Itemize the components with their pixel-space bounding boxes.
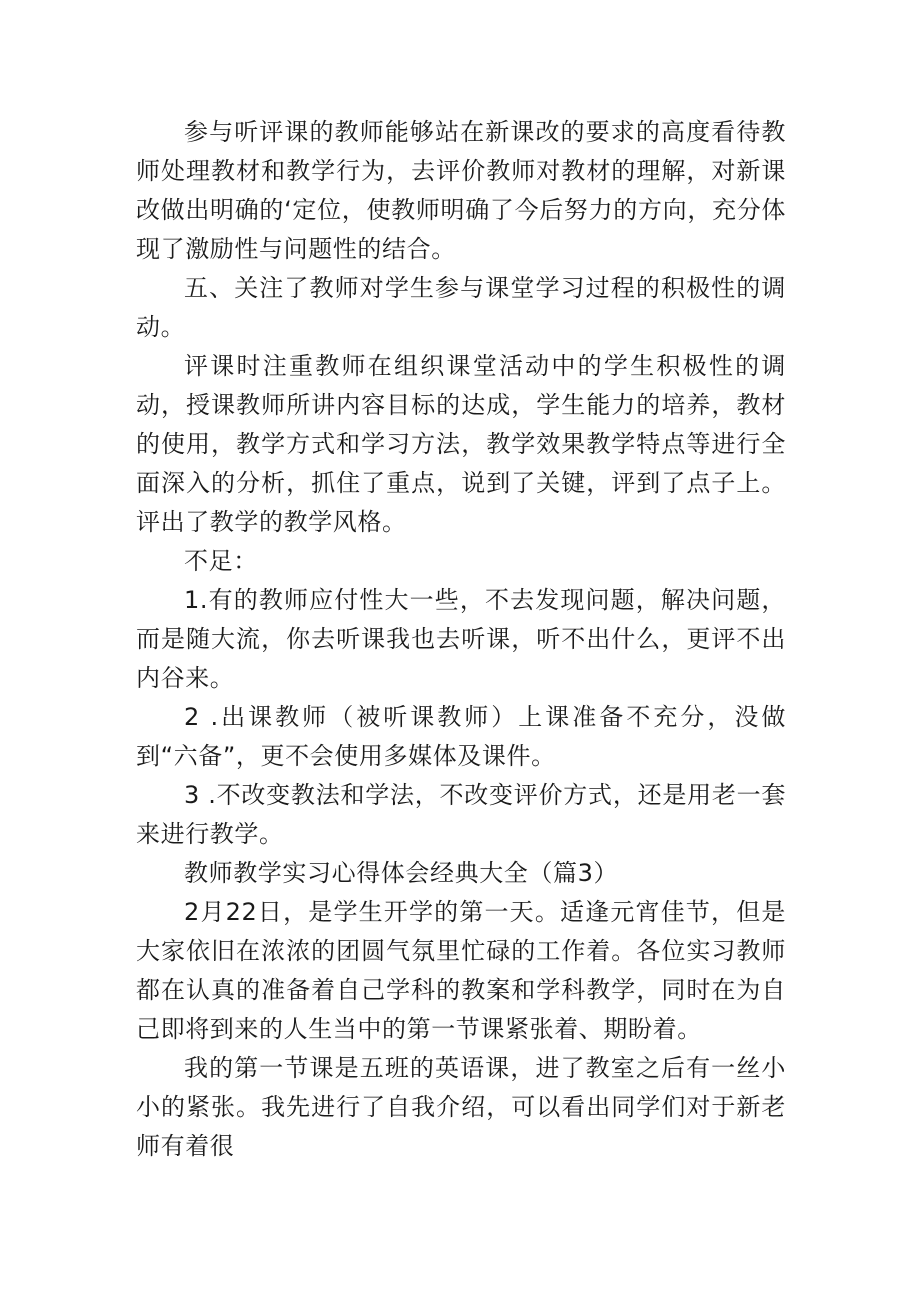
document-body (136, 113, 786, 1166)
paragraph-evaluation-positioning: 参与听评课的教师能够站在新课改的要求的高度看待教师处理教材和教学行为，去评价教师对教材的理解，对新课改做出明确的‘定位，使教师明确了今后努力的方向，充分体现了激励性与问题性的结合。 (136, 118, 786, 263)
shortcomings-heading: 不足： (184, 547, 258, 575)
shortcoming-item-2: 2 .出课教师（被听课教师）上课准备不充分，没做到“六备”，更不会使用多媒体及课件。 (136, 703, 786, 770)
article-title-part-3: 教师教学实习心得体会经典大全（篇3） (184, 859, 619, 887)
paragraph-student-engagement: 评课时注重教师在组织课堂活动中的学生积极性的调动，授课教师所讲内容目标的达成，学生能力的培养，教材的使用，教学方式和学习方法，教学效果教学特点等进行全面深入的分析，抓住了重点，说到了关键，评到了点子上。评出了教学的教学风格。 (136, 352, 786, 536)
section-heading-five: 五、关注了教师对学生参与课堂学习过程的积极性的调动。 (136, 274, 786, 341)
shortcoming-item-3: 3 .不改变教法和学法，不改变评价方式，还是用老一套来进行教学。 (136, 781, 786, 848)
paragraph-first-lesson: 我的第一节课是五班的英语课，进了教室之后有一丝小小的紧张。我先进行了自我介绍，可以看出同学们对于新老师有着很 (136, 1054, 786, 1160)
shortcoming-item-1: 1.有的教师应付性大一些，不去发现问题，解决问题，而是随大流，你去听课我也去听课，听不出什么，更评不出内谷来。 (136, 586, 786, 692)
paragraph-first-day: 2月22日，是学生开学的第一天。适逢元宵佳节，但是大家依旧在浓浓的团圆气氛里忙碌的工作着。各位实习教师都在认真的准备着自己学科的教案和学科教学，同时在为自己即将到来的人生当中的第一节课紧张着、期盼着。 (136, 898, 786, 1043)
